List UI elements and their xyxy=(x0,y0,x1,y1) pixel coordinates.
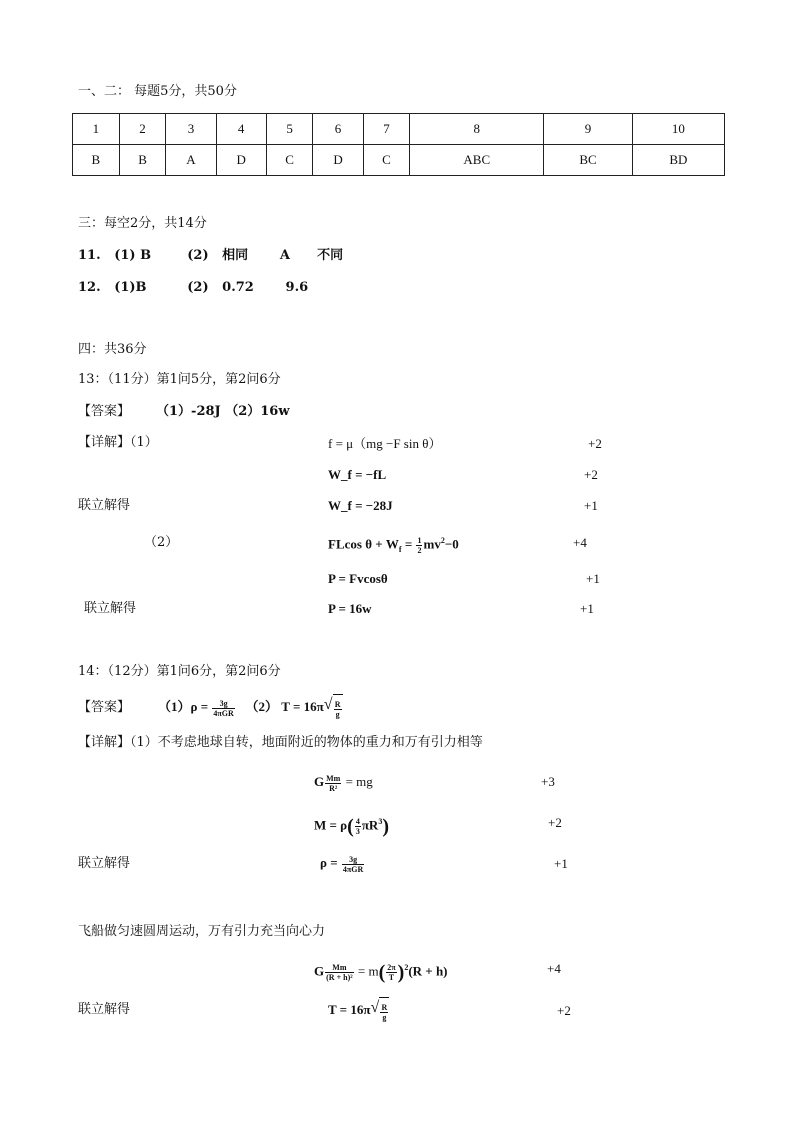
table-header-cell: 9 xyxy=(544,114,633,145)
table-answer-cell: C xyxy=(266,145,313,176)
q13-eq-power: P = Fvcosθ xyxy=(328,571,388,586)
q13-eq-power-result: P = 16w xyxy=(328,601,372,616)
section-heading-4: 四：共36分 xyxy=(78,342,147,357)
table-header-cell: 6 xyxy=(313,114,363,145)
q14-eq-gravity: G $\frac{Mm}{\text{R²}}$ = mg xyxy=(314,773,373,793)
q13-eq-energy: FLcos $\theta + W_f$ = $\frac{1}{2}$ $mv^2-0$ xyxy=(328,535,459,555)
q13-eq-work-result: W_f = −28J xyxy=(328,498,393,513)
table-answer-cell: BD xyxy=(632,145,724,176)
q14-title: 14：（12分）第1问6分，第2问6分 xyxy=(78,664,281,679)
q13-score-2: +2 xyxy=(584,467,598,482)
q14-score-2: +2 xyxy=(548,815,562,830)
table-header-cell: 2 xyxy=(119,114,166,145)
one-half-fraction: $\frac{1}{2}$ xyxy=(417,535,422,555)
sqrt-r-over-g: √ $\frac{R}{g}$ xyxy=(324,694,343,723)
q13-score-5: +1 xyxy=(586,571,600,586)
q13-title: 13：（11分）第1问5分，第2问6分 xyxy=(78,372,281,387)
q13-answer-label: 【答案】 xyxy=(78,404,131,419)
q14-eq-period-result: T = 16π √ $\frac{R}{g}$ xyxy=(328,996,389,1026)
q13-score-6: +1 xyxy=(580,601,594,616)
q14-score-1: +3 xyxy=(541,774,555,789)
q14-answer-formulas: （1）ρ = $\frac{3g}{\text{4πGR}}$ （2） T = 16π √ $\frac{R}{g}$ xyxy=(158,693,343,723)
q13-answer-text: （1）-28J （2）16w xyxy=(156,404,290,419)
q14-score-5: +2 xyxy=(557,1003,571,1018)
table-header-row xyxy=(73,114,725,145)
q13-part2-label: （2） xyxy=(144,535,179,550)
table-answer-row xyxy=(73,145,725,176)
q14-eq-density-result: ρ = $\frac{3g}{\text{4πGR}}$ xyxy=(320,854,364,874)
q13-score-4: +4 xyxy=(573,535,587,550)
q14-eq-mass: M = ρ( $\frac{4}{3}$ $\pi R^3$) xyxy=(314,815,389,838)
table-answer-cell: C xyxy=(363,145,410,176)
table-answer-cell: D xyxy=(216,145,266,176)
table-header-cell: 8 xyxy=(410,114,544,145)
q13-score-1: +2 xyxy=(588,436,602,451)
table-header-cell: 10 xyxy=(632,114,724,145)
table-header-cell: 4 xyxy=(216,114,266,145)
table-header-cell: 1 xyxy=(73,114,120,145)
table-answer-cell: D xyxy=(313,145,363,176)
table-header-cell: 7 xyxy=(363,114,410,145)
q14-detail-intro: 【详解】（1）不考虑地球自转，地面附近的物体的重力和万有引力相等 xyxy=(78,735,483,750)
q14-score-4: +4 xyxy=(547,961,561,976)
section-heading-1-2: 一、二： 每题5分，共50分 xyxy=(78,84,237,99)
table-header-cell: 5 xyxy=(266,114,313,145)
table-answer-cell: BC xyxy=(544,145,633,176)
table-header-cell: 3 xyxy=(166,114,216,145)
table-answer-cell: A xyxy=(166,145,216,176)
q13-detail-label: 【详解】（1） xyxy=(78,435,158,450)
q13-eq-work: W_f = −fL xyxy=(328,467,387,482)
table-answer-cell: B xyxy=(73,145,120,176)
answer-table xyxy=(72,113,725,176)
q11-answer: 11. (1) B (2) 相同 A 不同 xyxy=(78,248,344,263)
table-answer-cell: B xyxy=(119,145,166,176)
q14-combine-label-1: 联立解得 xyxy=(78,856,131,871)
q14-eq-orbit: G $\frac{Mm}{\text{(R + h)²}}$ = m( $\frac{2\pi}{T}$ )$^2$(R + h) xyxy=(314,961,448,984)
q13-eq-friction: f = μ（mg −F sin θ） xyxy=(328,436,442,451)
q13-score-3: +1 xyxy=(584,498,598,513)
density-fraction: $\frac{3g}{\text{4πGR}}$ xyxy=(213,698,234,718)
q14-orbit-intro: 飞船做匀速圆周运动，万有引力充当向心力 xyxy=(78,924,326,939)
q13-combine-label-2: 联立解得 xyxy=(84,601,137,616)
section-heading-3: 三：每空2分，共14分 xyxy=(78,216,207,231)
q14-answer-label: 【答案】 xyxy=(78,700,131,715)
q14-combine-label-2: 联立解得 xyxy=(78,1002,131,1017)
sqrt-r-over-g-2: √ $\frac{R}{g}$ xyxy=(370,997,389,1026)
q12-answer: 12. (1)B (2) 0.72 9.6 xyxy=(78,280,309,295)
table-answer-cell: ABC xyxy=(410,145,544,176)
q13-combine-label-1: 联立解得 xyxy=(78,498,131,513)
q14-score-3: +1 xyxy=(554,856,568,871)
